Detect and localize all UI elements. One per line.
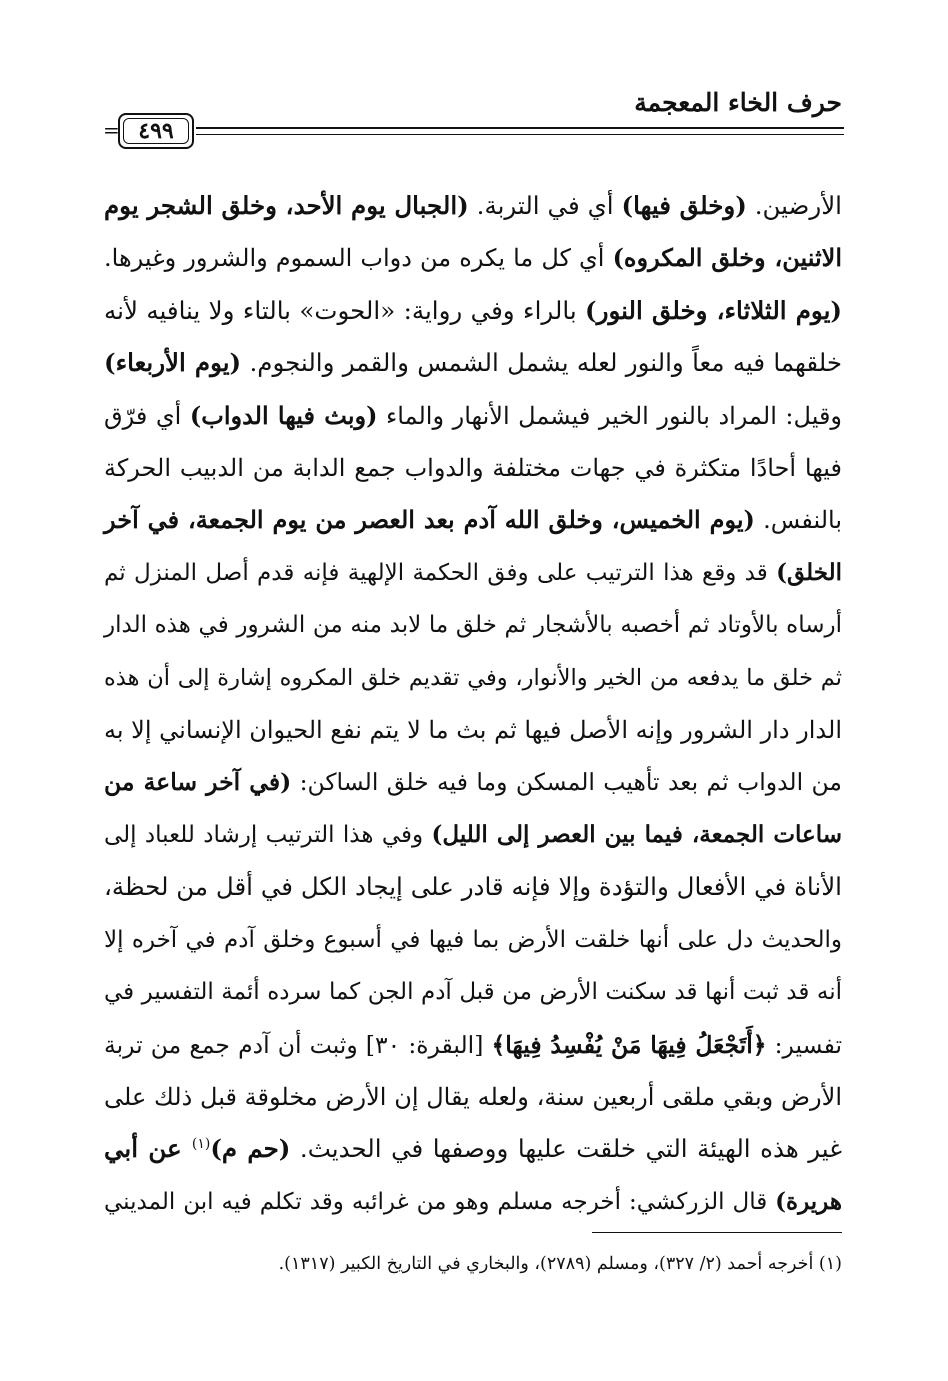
commentary-text: من الدواب ثم بعد تأهيب المسكن وما فيه خلق الساكن:	[291, 768, 842, 797]
commentary-text: والحديث دل على أنها خلقت الأرض بما فيها في أسبوع وخلق آدم في آخره إلا	[104, 926, 842, 953]
commentary-text: غير هذه الهيئة التي خلقت عليها ووصفها في الحديث.	[290, 1134, 843, 1164]
commentary-text: أي فرّق	[104, 401, 190, 430]
hadith-text: (حم م)	[210, 1134, 291, 1164]
commentary-text: وقيل: المراد بالنور الخير فيشمل الأنهار والماء	[377, 401, 843, 430]
hadith-text: ساعات الجمعة، فيما بين العصر إلى الليل)	[431, 820, 843, 848]
body-line	[104, 390, 842, 442]
hadith-text: (يوم الخميس، وخلق الله آدم بعد العصر من يوم الجمعة، في آخر	[104, 505, 755, 535]
running-title: حرف الخاء المعجمة	[634, 88, 842, 117]
hadith-text: (وبث فيها الدواب)	[189, 400, 378, 430]
hadith-text: هريرة)	[775, 1187, 842, 1215]
body-line	[104, 180, 842, 232]
body-line	[104, 861, 842, 913]
commentary-text: أي في التربة.	[468, 191, 622, 220]
body-line	[104, 1176, 842, 1228]
body-line	[104, 756, 842, 808]
body-line	[104, 704, 842, 756]
hadith-text: (وخلق فيها)	[621, 191, 747, 220]
commentary-text: قال الزركشي: أخرجه مسلم وهو من غرائبه وقد تكلم فيه ابن المديني	[104, 1188, 776, 1215]
commentary-text: أي كل ما يكره من دواب السموم والشرور وغيرها.	[104, 244, 613, 273]
header-ornament: =	[103, 118, 120, 142]
body-line	[104, 1123, 842, 1175]
body-line	[104, 285, 842, 337]
page-number-frame	[118, 113, 194, 149]
commentary-text: الأرض وبقي ملقى أربعين سنة، ولعله يقال إن الأرض مخلوقة قبل ذلك على	[104, 1082, 842, 1111]
commentary-text: أرساه بالأوتاد ثم أخصبه بالأشجار ثم خلق ما لابد منه من الشرور في هذه الدار	[104, 612, 842, 639]
commentary-text: خلقهما فيه معاً والنور لعله يشمل الشمس والقمر والنجوم.	[241, 348, 842, 378]
body-line	[104, 914, 842, 966]
footnote-marker: (١)	[191, 1136, 211, 1153]
body-line	[104, 966, 842, 1018]
body-line	[104, 494, 842, 546]
commentary-text: بالراء وفي رواية: «الحوت» بالتاء ولا ينافيه لأنه	[104, 295, 586, 325]
body-line	[104, 337, 842, 389]
page-number: ٤٩٩	[138, 118, 174, 144]
commentary-text: بالنفس.	[754, 506, 843, 535]
commentary-text: الدار دار الشرور وإنه الأصل فيها ثم بث ما لا يتم نفع الحيوان الإنساني إلا به	[104, 716, 842, 745]
body-text	[104, 180, 842, 1228]
footnote-separator	[592, 1232, 842, 1233]
footnote: (١) أخرجه أحمد (٢/ ٣٢٧)، ومسلم (٢٧٨٩)، والبخاري في التاريخ الكبير (١٣١٧).	[278, 1254, 842, 1274]
body-line	[104, 232, 842, 284]
commentary-text: فيها أحادًا متكثرة في جهات مختلفة والدواب جمع الدابة من الدبيب الحركة	[104, 454, 842, 483]
commentary-text: ثم خلق ما يدفعه من الخير والأنوار، وفي تقديم خلق المكروه إشارة إلى أن هذه	[104, 664, 842, 691]
commentary-text: [البقرة: ٣٠] وثبت أن آدم جمع من تربة	[104, 1030, 492, 1059]
commentary-text: الأناة في الأفعال والتؤدة وإلا فإنه قادر على إيجاد الكل في أقل من لحظة،	[104, 872, 842, 902]
hadith-text: عن أبي	[104, 1134, 192, 1164]
body-line	[104, 547, 842, 599]
body-line	[104, 442, 842, 494]
hadith-text: (الجبال يوم الأحد، وخلق الشجر يوم	[104, 191, 469, 220]
hadith-text: ﴿أَتَجْعَلُ فِيهَا مَنْ يُفْسِدُ فِيهَا﴾	[491, 1030, 767, 1059]
commentary-text: وفي هذا الترتيب إرشاد للعباد إلى	[104, 821, 432, 848]
body-line	[104, 652, 842, 704]
body-line	[104, 599, 842, 651]
hadith-text: (في آخر ساعة من	[104, 768, 292, 797]
header-rule	[196, 125, 844, 141]
hadith-text: (يوم الثلاثاء، وخلق النور)	[585, 295, 842, 325]
hadith-text: الخلق)	[776, 558, 842, 586]
hadith-text: الاثنين، وخلق المكروه)	[612, 243, 842, 273]
commentary-text: تفسير:	[766, 1030, 843, 1059]
body-line	[104, 1071, 842, 1123]
commentary-text: الأرضين.	[746, 191, 842, 220]
body-line	[104, 1019, 842, 1071]
hadith-text: (يوم الأربعاء)	[104, 348, 242, 378]
commentary-text: أنه قد ثبت أنها قد سكنت الأرض من قبل آدم الجن كما سرده أئمة التفسير في	[104, 979, 842, 1006]
body-line	[104, 809, 842, 861]
commentary-text: قد وقع هذا الترتيب على وفق الحكمة الإلهية فإنه قدم أصل المنزل ثم	[104, 559, 777, 586]
